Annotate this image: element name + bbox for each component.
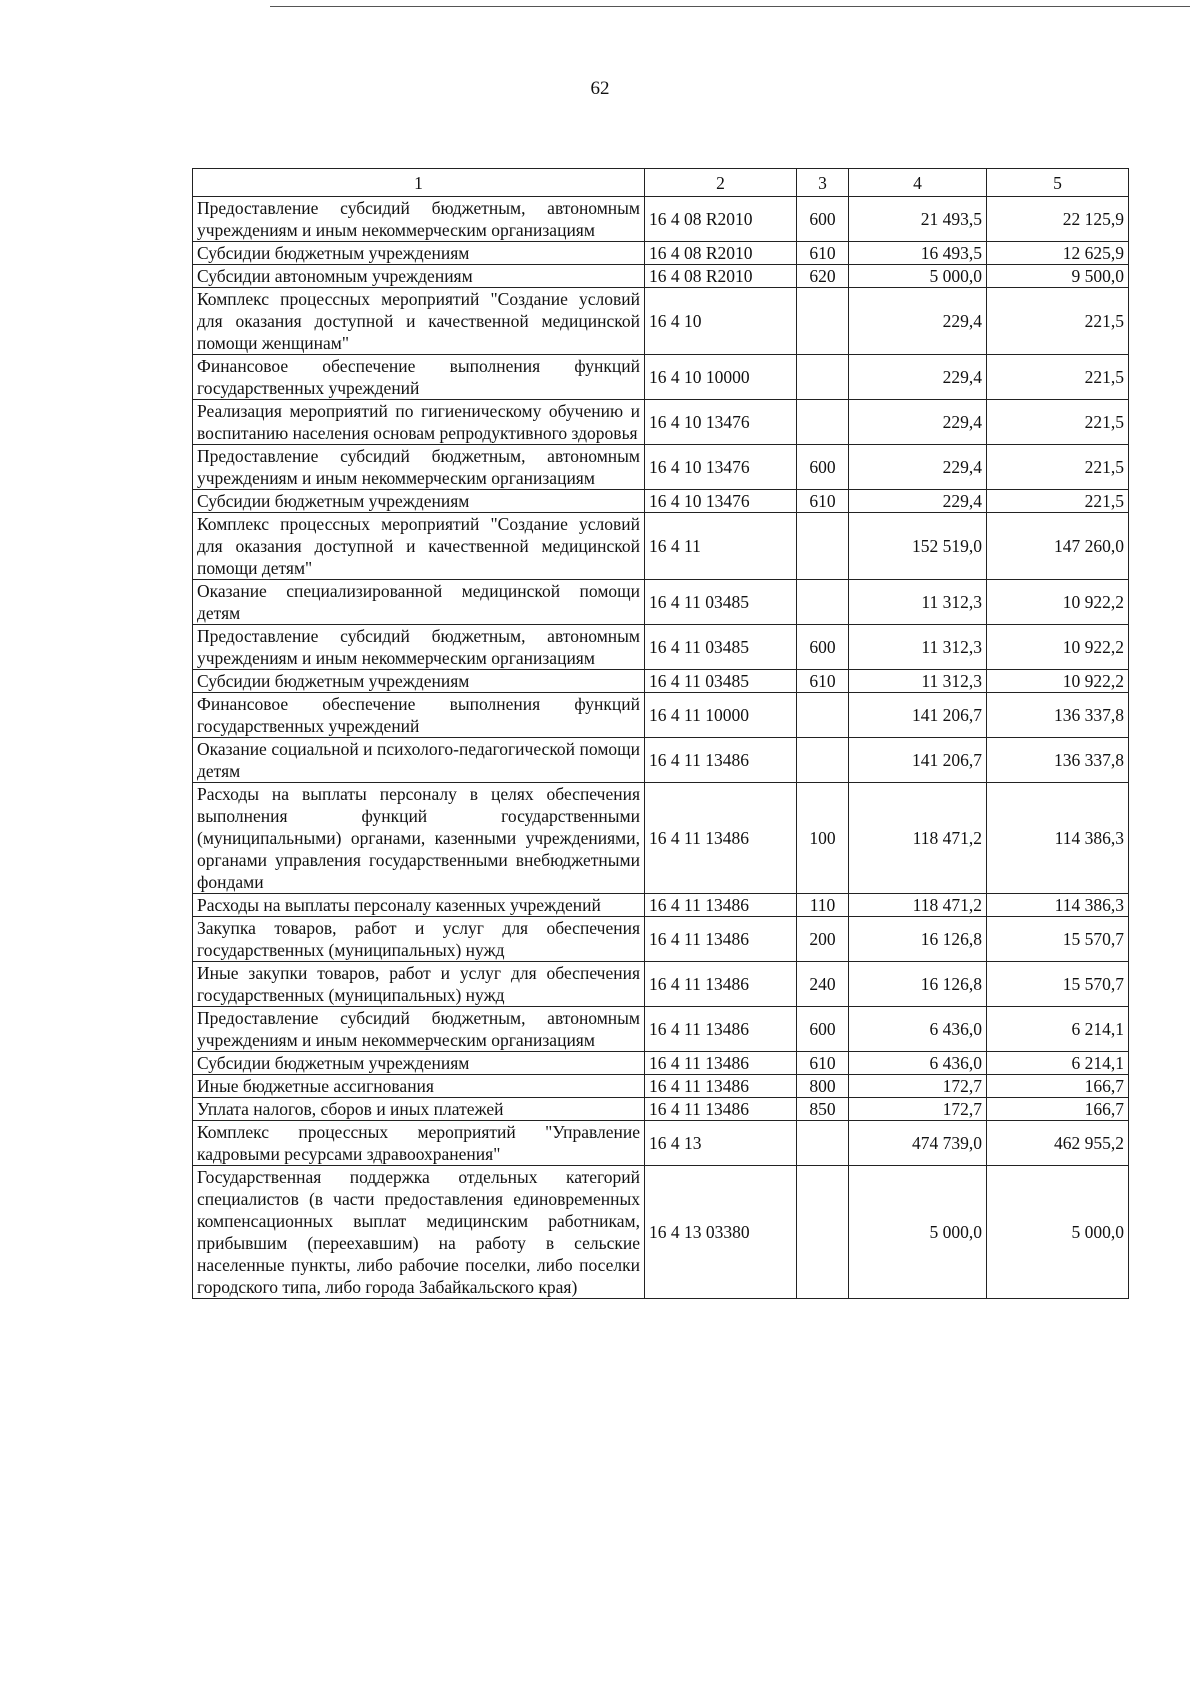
row-code-cell: 16 4 10 13476 <box>645 400 797 445</box>
row-amount-col5-cell: 221,5 <box>987 355 1129 400</box>
budget-table-container <box>192 168 1128 1299</box>
row-description-cell: Предоставление субсидий бюджетным, автономным учреждениям и иным некоммерческим организациям <box>193 197 645 242</box>
row-description-cell: Комплекс процессных мероприятий "Создание условий для оказания доступной и качественной медицинской помощи женщинам" <box>193 288 645 355</box>
row-amount-col4-cell: 229,4 <box>849 445 987 490</box>
row-code-cell: 16 4 11 13486 <box>645 962 797 1007</box>
column-header-5: 5 <box>987 169 1129 197</box>
row-description-cell: Реализация мероприятий по гигиеническому обучению и воспитанию населения основам репродуктивного здоровья <box>193 400 645 445</box>
table-row <box>193 693 1129 738</box>
row-code-cell: 16 4 10 13476 <box>645 445 797 490</box>
row-description-cell: Субсидии бюджетным учреждениям <box>193 242 645 265</box>
row-amount-col5-cell: 136 337,8 <box>987 738 1129 783</box>
row-amount-col5-cell: 166,7 <box>987 1098 1129 1121</box>
table-row <box>193 355 1129 400</box>
row-amount-col4-cell: 5 000,0 <box>849 265 987 288</box>
row-amount-col5-cell: 12 625,9 <box>987 242 1129 265</box>
row-expense-type-cell <box>797 1166 849 1299</box>
row-description-cell: Оказание специализированной медицинской помощи детям <box>193 580 645 625</box>
table-row <box>193 783 1129 894</box>
row-expense-type-cell <box>797 355 849 400</box>
row-code-cell: 16 4 11 13486 <box>645 783 797 894</box>
row-expense-type-cell: 600 <box>797 625 849 670</box>
row-description-cell: Предоставление субсидий бюджетным, автономным учреждениям и иным некоммерческим организациям <box>193 625 645 670</box>
row-expense-type-cell <box>797 738 849 783</box>
row-amount-col5-cell: 221,5 <box>987 445 1129 490</box>
row-expense-type-cell: 600 <box>797 445 849 490</box>
row-description-cell: Комплекс процессных мероприятий "Создание условий для оказания доступной и качественной медицинской помощи детям" <box>193 513 645 580</box>
table-row <box>193 288 1129 355</box>
row-code-cell: 16 4 08 R2010 <box>645 242 797 265</box>
row-amount-col4-cell: 152 519,0 <box>849 513 987 580</box>
row-amount-col4-cell: 474 739,0 <box>849 1121 987 1166</box>
row-amount-col5-cell: 10 922,2 <box>987 580 1129 625</box>
row-code-cell: 16 4 11 13486 <box>645 894 797 917</box>
row-amount-col5-cell: 10 922,2 <box>987 625 1129 670</box>
row-code-cell: 16 4 08 R2010 <box>645 197 797 242</box>
column-header-4: 4 <box>849 169 987 197</box>
row-description-cell: Предоставление субсидий бюджетным, автономным учреждениям и иным некоммерческим организациям <box>193 445 645 490</box>
row-description-cell: Субсидии бюджетным учреждениям <box>193 1052 645 1075</box>
row-expense-type-cell: 620 <box>797 265 849 288</box>
budget-table <box>192 168 1129 1299</box>
table-row <box>193 1007 1129 1052</box>
row-expense-type-cell <box>797 288 849 355</box>
row-code-cell: 16 4 08 R2010 <box>645 265 797 288</box>
row-description-cell: Субсидии автономным учреждениям <box>193 265 645 288</box>
row-expense-type-cell: 100 <box>797 783 849 894</box>
row-expense-type-cell: 850 <box>797 1098 849 1121</box>
row-description-cell: Иные бюджетные ассигнования <box>193 1075 645 1098</box>
table-row <box>193 490 1129 513</box>
row-amount-col4-cell: 141 206,7 <box>849 693 987 738</box>
row-description-cell: Закупка товаров, работ и услуг для обеспечения государственных (муниципальных) нужд <box>193 917 645 962</box>
row-description-cell: Расходы на выплаты персоналу казенных учреждений <box>193 894 645 917</box>
table-row <box>193 1098 1129 1121</box>
row-expense-type-cell <box>797 693 849 738</box>
row-description-cell: Иные закупки товаров, работ и услуг для обеспечения государственных (муниципальных) нужд <box>193 962 645 1007</box>
row-amount-col4-cell: 172,7 <box>849 1075 987 1098</box>
row-amount-col4-cell: 6 436,0 <box>849 1052 987 1075</box>
row-amount-col5-cell: 6 214,1 <box>987 1007 1129 1052</box>
row-amount-col5-cell: 114 386,3 <box>987 894 1129 917</box>
row-amount-col5-cell: 9 500,0 <box>987 265 1129 288</box>
row-description-cell: Финансовое обеспечение выполнения функций государственных учреждений <box>193 355 645 400</box>
row-amount-col5-cell: 10 922,2 <box>987 670 1129 693</box>
table-row <box>193 242 1129 265</box>
row-amount-col5-cell: 114 386,3 <box>987 783 1129 894</box>
row-expense-type-cell <box>797 1121 849 1166</box>
table-row <box>193 265 1129 288</box>
row-expense-type-cell: 610 <box>797 670 849 693</box>
row-code-cell: 16 4 11 13486 <box>645 738 797 783</box>
row-expense-type-cell: 240 <box>797 962 849 1007</box>
table-row <box>193 738 1129 783</box>
row-amount-col4-cell: 11 312,3 <box>849 670 987 693</box>
row-code-cell: 16 4 13 <box>645 1121 797 1166</box>
row-amount-col4-cell: 229,4 <box>849 400 987 445</box>
row-code-cell: 16 4 13 03380 <box>645 1166 797 1299</box>
row-amount-col4-cell: 21 493,5 <box>849 197 987 242</box>
row-code-cell: 16 4 10 <box>645 288 797 355</box>
row-amount-col4-cell: 229,4 <box>849 355 987 400</box>
table-row <box>193 1166 1129 1299</box>
row-amount-col5-cell: 221,5 <box>987 490 1129 513</box>
row-description-cell: Предоставление субсидий бюджетным, автономным учреждениям и иным некоммерческим организациям <box>193 1007 645 1052</box>
row-amount-col4-cell: 16 493,5 <box>849 242 987 265</box>
row-amount-col4-cell: 5 000,0 <box>849 1166 987 1299</box>
table-row <box>193 962 1129 1007</box>
table-row <box>193 445 1129 490</box>
row-amount-col4-cell: 229,4 <box>849 490 987 513</box>
row-amount-col4-cell: 141 206,7 <box>849 738 987 783</box>
row-code-cell: 16 4 11 13486 <box>645 1052 797 1075</box>
page-number: 62 <box>590 78 610 99</box>
table-row <box>193 917 1129 962</box>
column-header-3: 3 <box>797 169 849 197</box>
row-amount-col5-cell: 221,5 <box>987 288 1129 355</box>
row-code-cell: 16 4 10 13476 <box>645 490 797 513</box>
row-amount-col4-cell: 118 471,2 <box>849 783 987 894</box>
row-amount-col4-cell: 16 126,8 <box>849 962 987 1007</box>
row-amount-col5-cell: 462 955,2 <box>987 1121 1129 1166</box>
row-amount-col5-cell: 22 125,9 <box>987 197 1129 242</box>
table-row <box>193 580 1129 625</box>
table-row <box>193 670 1129 693</box>
column-header-1: 1 <box>193 169 645 197</box>
row-amount-col5-cell: 6 214,1 <box>987 1052 1129 1075</box>
row-amount-col4-cell: 16 126,8 <box>849 917 987 962</box>
row-description-cell: Субсидии бюджетным учреждениям <box>193 670 645 693</box>
table-body <box>193 197 1129 1299</box>
table-header-row <box>193 169 1129 197</box>
row-code-cell: 16 4 11 13486 <box>645 1075 797 1098</box>
row-expense-type-cell <box>797 580 849 625</box>
row-expense-type-cell: 610 <box>797 490 849 513</box>
row-description-cell: Оказание социальной и психолого-педагогической помощи детям <box>193 738 645 783</box>
row-amount-col5-cell: 147 260,0 <box>987 513 1129 580</box>
row-expense-type-cell <box>797 513 849 580</box>
column-header-2: 2 <box>645 169 797 197</box>
row-amount-col4-cell: 11 312,3 <box>849 625 987 670</box>
row-description-cell: Комплекс процессных мероприятий "Управление кадровыми ресурсами здравоохранения" <box>193 1121 645 1166</box>
row-amount-col4-cell: 118 471,2 <box>849 894 987 917</box>
row-code-cell: 16 4 11 13486 <box>645 917 797 962</box>
table-row <box>193 894 1129 917</box>
table-row <box>193 400 1129 445</box>
row-expense-type-cell: 200 <box>797 917 849 962</box>
table-row <box>193 1121 1129 1166</box>
row-code-cell: 16 4 11 03485 <box>645 625 797 670</box>
row-code-cell: 16 4 10 10000 <box>645 355 797 400</box>
row-amount-col5-cell: 15 570,7 <box>987 962 1129 1007</box>
row-amount-col4-cell: 172,7 <box>849 1098 987 1121</box>
page-top-edge-line <box>270 6 1190 7</box>
row-expense-type-cell: 600 <box>797 1007 849 1052</box>
row-code-cell: 16 4 11 10000 <box>645 693 797 738</box>
row-amount-col5-cell: 166,7 <box>987 1075 1129 1098</box>
row-code-cell: 16 4 11 <box>645 513 797 580</box>
table-row <box>193 1052 1129 1075</box>
row-description-cell: Государственная поддержка отдельных категорий специалистов (в части предоставления единовременных компенсационных выплат медицинским работникам, прибывшим (переехавшим) на работу в сельские населенные пункты, либо рабочие поселки, либо поселки городского типа, либо города Забайкальского края) <box>193 1166 645 1299</box>
row-expense-type-cell: 800 <box>797 1075 849 1098</box>
row-description-cell: Уплата налогов, сборов и иных платежей <box>193 1098 645 1121</box>
row-code-cell: 16 4 11 03485 <box>645 580 797 625</box>
row-amount-col5-cell: 15 570,7 <box>987 917 1129 962</box>
row-amount-col5-cell: 221,5 <box>987 400 1129 445</box>
row-expense-type-cell: 110 <box>797 894 849 917</box>
row-code-cell: 16 4 11 13486 <box>645 1007 797 1052</box>
table-row <box>193 625 1129 670</box>
table-row <box>193 197 1129 242</box>
row-description-cell: Расходы на выплаты персоналу в целях обеспечения выполнения функций государственными (муниципальными) органами, казенными учреждениями, органами управления государственными внебюджетными фондами <box>193 783 645 894</box>
row-code-cell: 16 4 11 13486 <box>645 1098 797 1121</box>
row-description-cell: Субсидии бюджетным учреждениям <box>193 490 645 513</box>
row-expense-type-cell: 600 <box>797 197 849 242</box>
row-code-cell: 16 4 11 03485 <box>645 670 797 693</box>
row-description-cell: Финансовое обеспечение выполнения функций государственных учреждений <box>193 693 645 738</box>
row-expense-type-cell: 610 <box>797 242 849 265</box>
row-expense-type-cell: 610 <box>797 1052 849 1075</box>
row-expense-type-cell <box>797 400 849 445</box>
row-amount-col4-cell: 229,4 <box>849 288 987 355</box>
row-amount-col5-cell: 5 000,0 <box>987 1166 1129 1299</box>
table-row <box>193 513 1129 580</box>
row-amount-col4-cell: 6 436,0 <box>849 1007 987 1052</box>
table-row <box>193 1075 1129 1098</box>
row-amount-col5-cell: 136 337,8 <box>987 693 1129 738</box>
row-amount-col4-cell: 11 312,3 <box>849 580 987 625</box>
